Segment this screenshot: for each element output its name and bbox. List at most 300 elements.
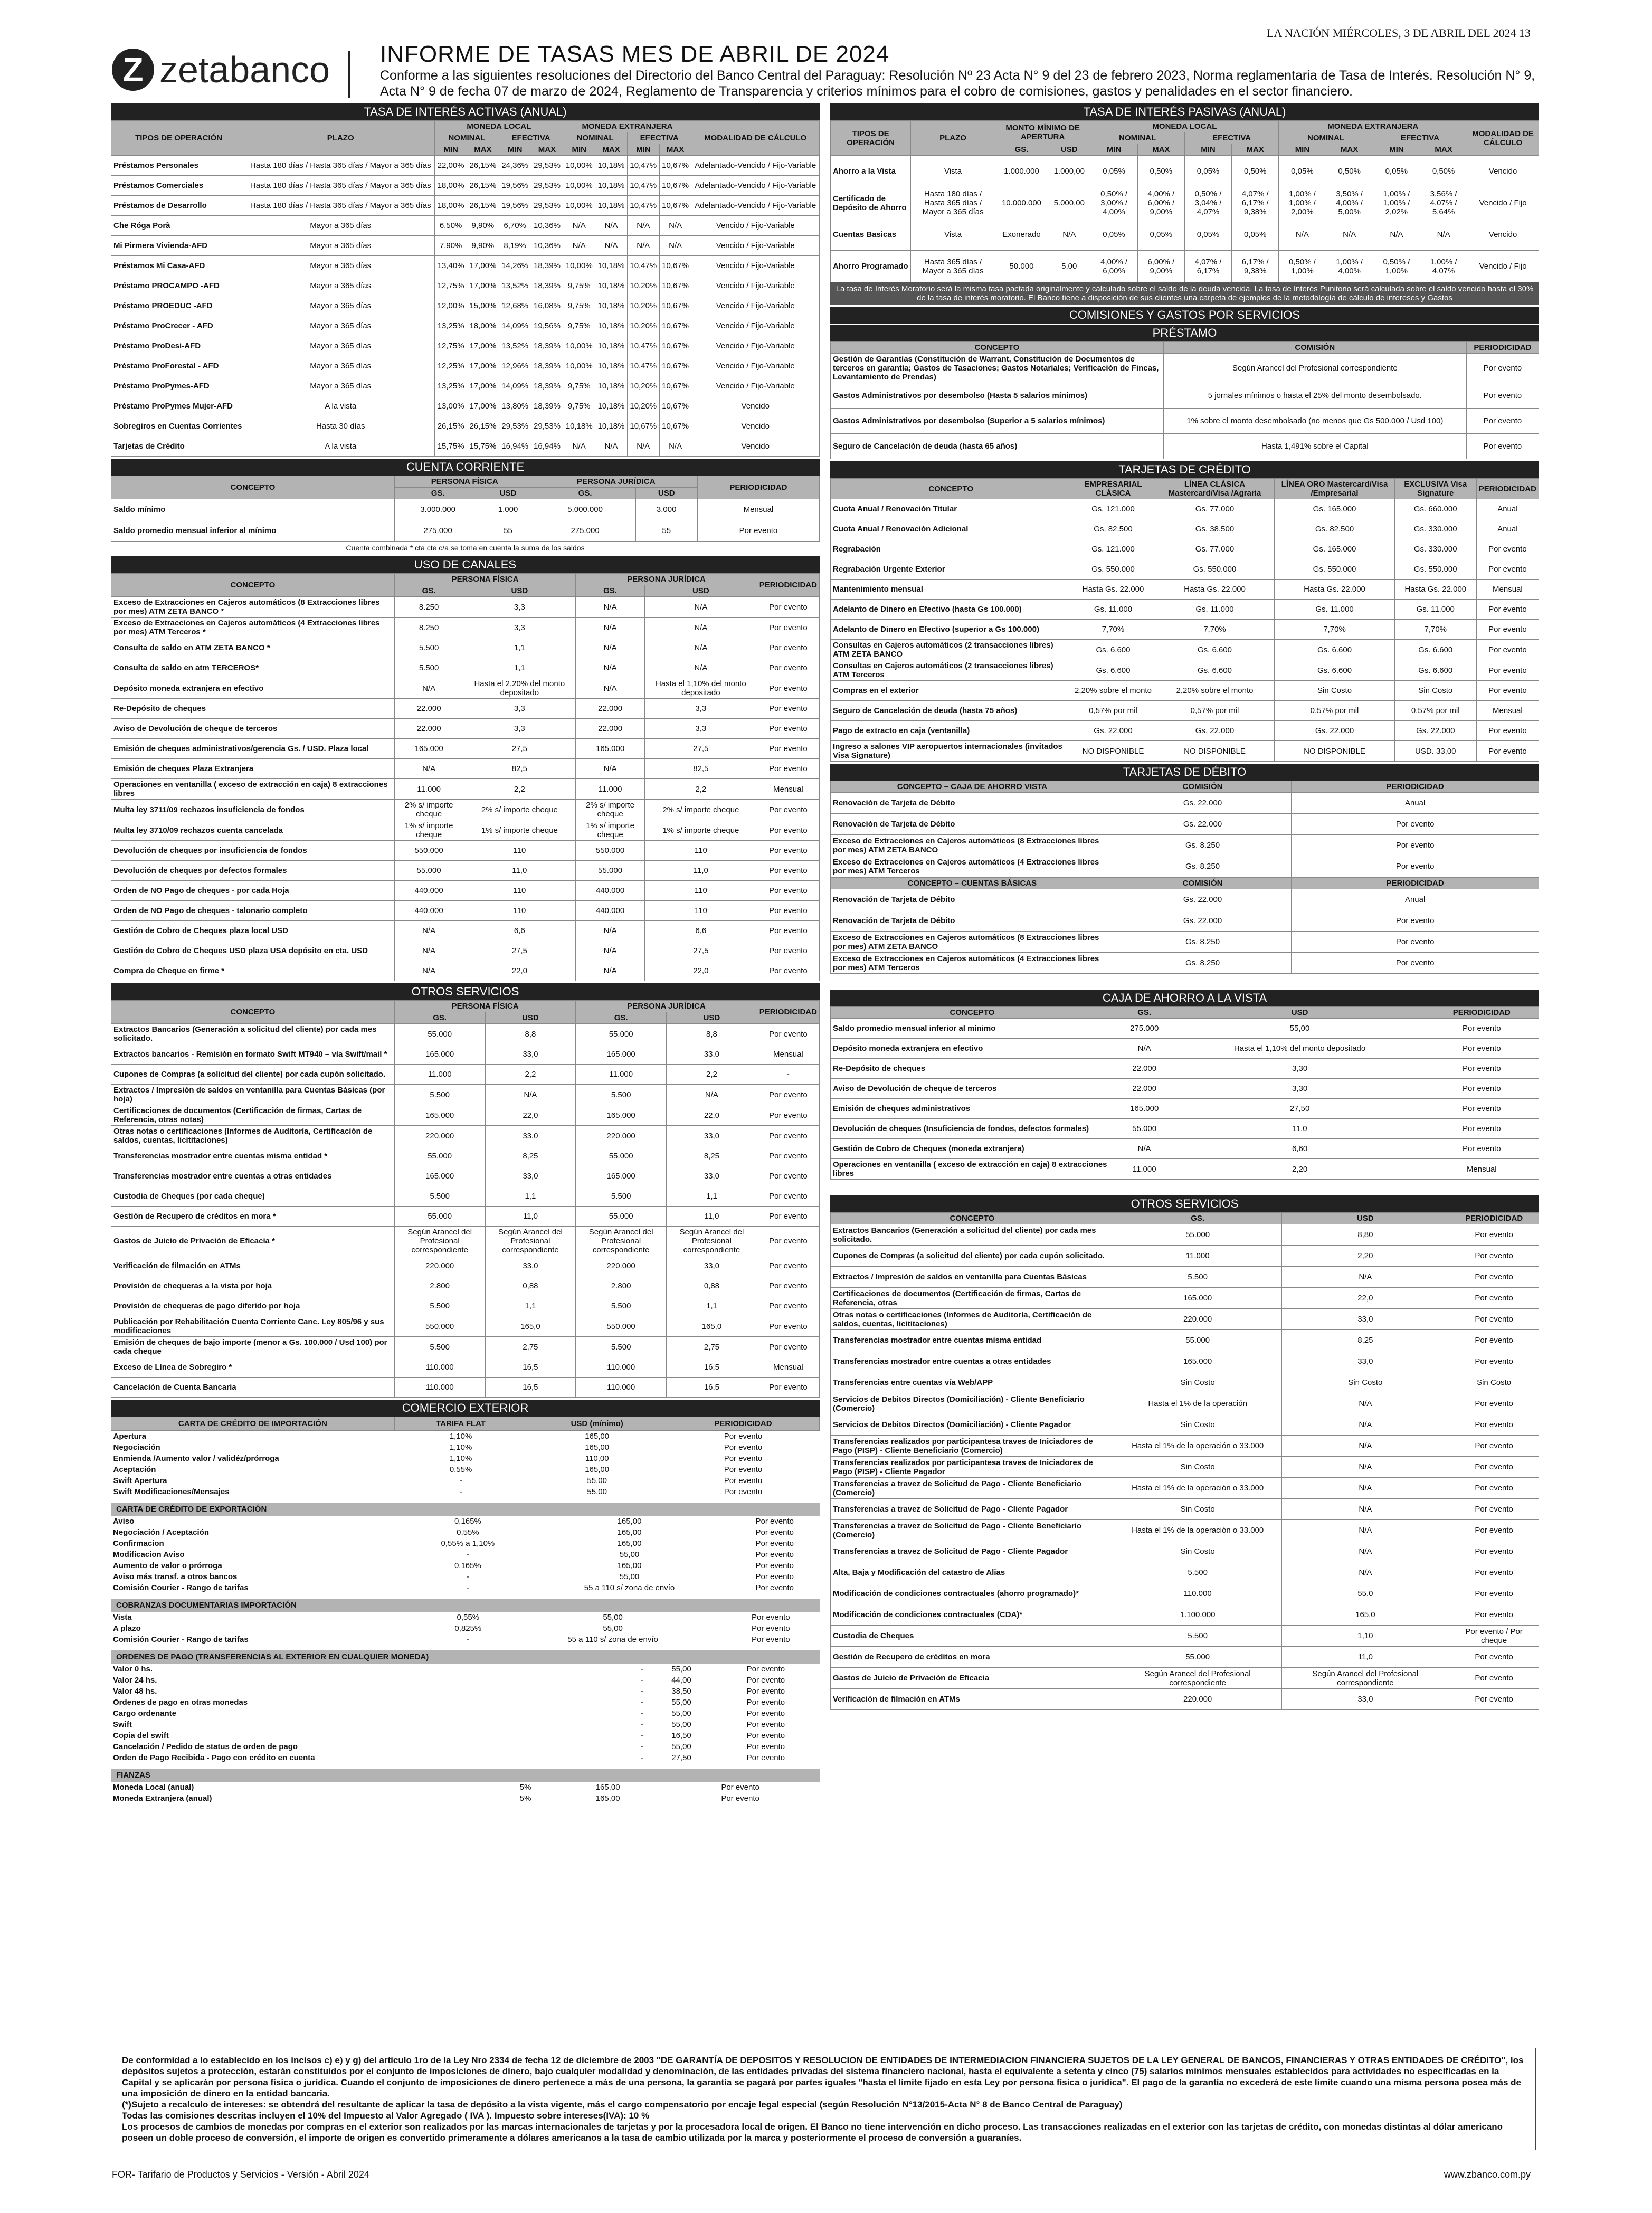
table-cell: 19,56% — [531, 316, 563, 336]
table-cell: Por evento — [1449, 1288, 1539, 1309]
table-cell: A la vista — [246, 396, 435, 416]
table-cell: Mensual — [757, 779, 819, 800]
table-cell: 55,00 — [527, 1486, 667, 1497]
table-cell: Gs. 82.500 — [1275, 519, 1394, 539]
table-cell: - — [406, 1582, 529, 1593]
table-cell: 1,1 — [667, 1186, 757, 1207]
table-cell: N/A — [644, 618, 757, 638]
table-cell: 33,0 — [667, 1166, 757, 1186]
table-cell: Extractos bancarios - Remisión en formato Swift MT940 – vía Swift/mail * — [111, 1044, 395, 1065]
th: MONEDA LOCAL — [1090, 121, 1279, 132]
table-cell: Por evento — [757, 1378, 819, 1398]
table-cell: Mayor a 365 días — [246, 236, 435, 256]
table-cell: 165,00 — [529, 1516, 730, 1527]
table-cell: 10,18% — [595, 296, 628, 316]
website-link[interactable]: www.zbanco.com.py — [1444, 2169, 1531, 2180]
table-cell: 0,50% — [1326, 156, 1373, 187]
table-cell: 10,00% — [563, 336, 595, 356]
table-row — [111, 1207, 820, 1227]
table-cell: 55.000 — [1114, 1647, 1281, 1668]
table-cell: Valor 24 hs. — [111, 1675, 633, 1686]
table-cell: 165,00 — [555, 1782, 661, 1793]
table-cell: Anual — [1476, 499, 1539, 519]
th: PERSONA JURÍDICA — [576, 1001, 757, 1012]
table-cell: Por evento — [722, 1623, 820, 1634]
table-cell: N/A — [1279, 219, 1326, 251]
table-cell: 10,20% — [627, 296, 659, 316]
table-cell: 55,00 — [651, 1697, 711, 1708]
table-cell: Por evento — [757, 719, 819, 739]
table-cell: 8,25 — [667, 1146, 757, 1166]
table-cell: 22,0 — [644, 961, 757, 981]
table-cell: Mayor a 365 días — [246, 256, 435, 276]
table-cell: Servicios de Debitos Directos (Domiciliación) - Cliente Pagador — [831, 1414, 1114, 1436]
table-row — [111, 881, 820, 901]
table-cell: NO DISPONIBLE — [1071, 741, 1155, 762]
table-cell: Vencido / Fijo-Variable — [691, 356, 820, 376]
table-cell: Por evento — [1425, 1119, 1539, 1139]
table-cell: Seguro de Cancelación de deuda (hasta 65 años) — [831, 434, 1164, 459]
table-cell: Extractos / Impresión de saldos en ventanilla para Cuentas Básicas — [831, 1267, 1114, 1288]
table-row — [831, 889, 1539, 910]
table-cell: 0,05% — [1184, 156, 1231, 187]
table-cell: A la vista — [246, 436, 435, 457]
table-cell: Por evento — [757, 658, 819, 678]
table-row — [831, 1019, 1539, 1039]
table-cell: 55.000 — [394, 861, 463, 881]
table-cell: Mensual — [757, 1357, 819, 1378]
table-cell: Por evento — [757, 1276, 819, 1296]
table-cell: Por evento — [1476, 721, 1539, 741]
table-cell: Gestión de Cobro de Cheques plaza local USD — [111, 921, 395, 941]
table-cell: 10,47% — [627, 156, 659, 176]
table-cell: Saldo promedio mensual inferior al mínimo — [111, 520, 395, 542]
table-row — [111, 1085, 820, 1105]
table-cell: 1,10% — [394, 1431, 527, 1442]
table-cell: 220.000 — [394, 1256, 485, 1276]
table-cell: 220.000 — [576, 1126, 667, 1146]
table-cell: Por evento — [712, 1675, 820, 1686]
table-cell: Swift Apertura — [111, 1475, 395, 1486]
table-cell: N/A — [667, 1085, 757, 1105]
table-row — [831, 434, 1539, 459]
table-cell: 5.500 — [1114, 1626, 1281, 1647]
table-cell: Por evento — [1476, 620, 1539, 640]
table-cell: N/A — [1281, 1541, 1449, 1562]
table-row — [831, 383, 1539, 409]
table-cell: Por evento — [757, 881, 819, 901]
table-cell: Regrabación — [831, 539, 1071, 559]
table-cell: 0,05% — [1373, 156, 1420, 187]
table-cell: 2.800 — [394, 1276, 485, 1296]
table-cell: Aviso de Devolución de cheque de terceros — [111, 719, 395, 739]
table-row — [111, 216, 820, 236]
table-cell: Renovación de Tarjeta de Débito — [831, 910, 1114, 932]
table-cell: 27,5 — [463, 941, 576, 961]
table-cell: NO DISPONIBLE — [1155, 741, 1275, 762]
table-cell: Devolución de cheques (Insuficiencia de fondos, defectos formales) — [831, 1119, 1114, 1139]
table-cell: 2,20% sobre el monto — [1071, 681, 1155, 701]
table-cell: Por evento — [1449, 1583, 1539, 1604]
table-cell: 33,0 — [667, 1044, 757, 1065]
table-cell: - — [633, 1675, 651, 1686]
table-row — [111, 739, 820, 759]
table-cell: 550.000 — [394, 1316, 485, 1337]
table-cell: 2,75 — [667, 1337, 757, 1357]
table-cell: Publicación por Rehabilitación Cuenta Corriente Canc. Ley 805/96 y sus modificaciones — [111, 1316, 395, 1337]
table-cell: Por evento — [757, 618, 819, 638]
table-cell: 2.800 — [576, 1276, 667, 1296]
th: USD — [1048, 144, 1090, 156]
table-cell: 9,75% — [563, 296, 595, 316]
table-cell: 0,50% — [1232, 156, 1279, 187]
canales-title: USO DE CANALES — [111, 556, 820, 573]
table-cell: 220.000 — [576, 1256, 667, 1276]
table-cell: 55,00 — [651, 1664, 711, 1675]
th: MIN — [1279, 144, 1326, 156]
table-cell: 165.000 — [394, 1166, 485, 1186]
table-cell: 110 — [463, 841, 576, 861]
table-cell: Gestión de Cobro de Cheques USD plaza USA depósito en cta. USD — [111, 941, 395, 961]
table-cell: Transferencias mostrador entre cuentas a otras entidades — [111, 1166, 395, 1186]
table-cell: Préstamos Personales — [111, 156, 246, 176]
th: MIN — [1090, 144, 1137, 156]
table-cell: Préstamos Comerciales — [111, 176, 246, 196]
table-cell: Hasta el 2,20% del monto depositado — [463, 678, 576, 699]
table-cell: 0,50% / 3,00% / 4,00% — [1090, 187, 1137, 219]
prestamo-subtitle: PRÉSTAMO — [830, 325, 1539, 341]
table-cell: Anual — [1476, 519, 1539, 539]
comercio-export-table — [111, 1516, 820, 1593]
table-cell: 110.000 — [394, 1357, 485, 1378]
table-cell: 55.000 — [394, 1024, 485, 1044]
table-cell: 0,05% — [1184, 219, 1231, 251]
table-row — [831, 1604, 1539, 1626]
table-cell: 165,00 — [555, 1793, 661, 1804]
table-cell: 14,09% — [499, 376, 531, 396]
th: MIN — [563, 144, 595, 156]
table-cell: 220.000 — [394, 1126, 485, 1146]
table-row — [111, 1227, 820, 1256]
table-cell: 17,00% — [467, 356, 499, 376]
table-cell: Gs. 22.000 — [1394, 721, 1476, 741]
table-row — [831, 1139, 1539, 1159]
table-cell: Custodia de Cheques — [831, 1626, 1114, 1647]
table-cell: Devolución de cheques por defectos formales — [111, 861, 395, 881]
table-cell: - — [406, 1571, 529, 1582]
table-cell: Gs. 660.000 — [1394, 499, 1476, 519]
table-cell: 10,00% — [563, 356, 595, 376]
table-cell: Por evento — [757, 1227, 819, 1256]
table-cell: Gs. 11.000 — [1275, 600, 1394, 620]
th: MIN — [1184, 144, 1231, 156]
table-cell: Orden de NO Pago de cheques - talonario completo — [111, 901, 395, 921]
table-cell: 11.000 — [576, 1065, 667, 1085]
table-row — [831, 953, 1539, 974]
table-cell: 55,00 — [504, 1612, 722, 1623]
table-cell: 17,00% — [467, 376, 499, 396]
table-cell: Mayor a 365 días — [246, 356, 435, 376]
table-row — [831, 1668, 1539, 1689]
table-row — [831, 519, 1539, 539]
th: EXCLUSIVA Visa Signature — [1394, 479, 1476, 499]
table-cell: 1,10% — [394, 1453, 527, 1464]
table-cell: Según Arancel del Profesional correspondiente — [1163, 354, 1466, 383]
table-row — [111, 1741, 820, 1752]
table-cell: 165.000 — [1114, 1099, 1175, 1119]
table-cell: Vencido / Fijo-Variable — [691, 216, 820, 236]
table-cell: Por evento — [757, 1105, 819, 1126]
table-cell: 10,67% — [659, 376, 691, 396]
table-cell: 165.000 — [394, 1044, 485, 1065]
th: TIPOS DE OPERACIÓN — [111, 121, 246, 156]
table-cell: N/A — [576, 941, 645, 961]
table-cell: Por evento — [757, 1337, 819, 1357]
table-cell: 18,00% — [435, 196, 467, 216]
th: CONCEPTO – CUENTAS BÁSICAS — [831, 878, 1114, 889]
table-row — [831, 1583, 1539, 1604]
table-cell: Enmienda /Aumento valor / validéz/prórroga — [111, 1453, 395, 1464]
table-cell: 11,0 — [463, 861, 576, 881]
table-cell: 12,75% — [435, 276, 467, 296]
table-cell: Swift Modificaciones/Mensajes — [111, 1486, 395, 1497]
table-cell: N/A — [394, 759, 463, 779]
table-cell: 22,0 — [485, 1105, 576, 1126]
table-cell: 10,67% — [659, 276, 691, 296]
th: USD (mínimo) — [527, 1417, 667, 1431]
table-cell: Mantenimiento mensual — [831, 580, 1071, 600]
table-cell: 10,18% — [595, 396, 628, 416]
table-cell: Según Arancel del Profesional correspondiente — [1114, 1668, 1281, 1689]
table-cell: Gastos de Juicio de Privación de Eficacia * — [111, 1227, 395, 1256]
table-cell: Por evento — [757, 1256, 819, 1276]
th: MAX — [467, 144, 499, 156]
table-cell: 165.000 — [394, 739, 463, 759]
table-row — [111, 1186, 820, 1207]
table-cell: N/A — [644, 658, 757, 678]
table-cell: 1,10% — [394, 1442, 527, 1453]
table-cell: Adelanto de Dinero en Efectivo (superior a Gs 100.000) — [831, 620, 1071, 640]
th: PERIODICIDAD — [1292, 878, 1539, 889]
table-cell: 16,5 — [485, 1357, 576, 1378]
table-cell: Mayor a 365 días — [246, 276, 435, 296]
table-cell: 0,50% — [1420, 156, 1467, 187]
th: COMISIÓN — [1114, 781, 1291, 793]
table-row — [831, 156, 1539, 187]
table-cell: Gs. 6.600 — [1155, 640, 1275, 660]
table-cell: Por evento — [1292, 953, 1539, 974]
table-cell: Préstamos Mi Casa-AFD — [111, 256, 246, 276]
th: MODALIDAD DE CÁLCULO — [1467, 121, 1539, 156]
table-cell: Moneda Extranjera (anual) — [111, 1793, 496, 1804]
table-cell: 1.000 — [481, 499, 535, 520]
table-cell: 10,18% — [595, 196, 628, 216]
table-cell: Gestión de Cobro de Cheques (moneda extranjera) — [831, 1139, 1114, 1159]
table-cell: N/A — [576, 658, 645, 678]
table-cell: 10,67% — [659, 256, 691, 276]
cuenta-note: Cuenta combinada * cta cte c/a se toma en cuenta la suma de los saldos — [346, 544, 585, 552]
table-cell: Gs. 22.000 — [1155, 721, 1275, 741]
table-row — [831, 1246, 1539, 1267]
table-cell: N/A — [644, 597, 757, 618]
table-cell: 165,0 — [1281, 1604, 1449, 1626]
table-cell: Aceptación — [111, 1464, 395, 1475]
table-cell: 10,18% — [595, 256, 628, 276]
table-row — [111, 356, 820, 376]
table-cell: Según Arancel del Profesional correspondiente — [576, 1227, 667, 1256]
table-row — [111, 941, 820, 961]
th: PERSONA JURÍDICA — [576, 574, 757, 585]
table-cell: 33,0 — [485, 1166, 576, 1186]
table-cell: Por evento — [730, 1516, 820, 1527]
table-cell: 1.000,00 — [1048, 156, 1090, 187]
table-cell: 16,50 — [651, 1730, 711, 1741]
table-cell: Por evento — [757, 1146, 819, 1166]
table-cell: Mi Pirmera Vivienda-AFD — [111, 236, 246, 256]
table-cell: N/A — [576, 618, 645, 638]
table-row — [111, 1697, 820, 1708]
table-cell: Vencido — [691, 396, 820, 416]
table-cell: 220.000 — [1114, 1309, 1281, 1330]
table-cell: 22,0 — [667, 1105, 757, 1126]
table-cell: Transferencias a travez de Solicitud de Pago - Cliente Beneficiario (Comercio) — [831, 1520, 1114, 1541]
table-cell: 550.000 — [576, 841, 645, 861]
table-cell: Certificaciones de documentos (Certificación de firmas, Cartas de Referencia, otras notas) — [111, 1105, 395, 1126]
export-title: CARTA DE CRÉDITO DE EXPORTACIÓN — [111, 1503, 820, 1516]
table-cell: - — [633, 1730, 651, 1741]
table-row — [111, 597, 820, 618]
table-cell: 18,39% — [531, 356, 563, 376]
th: GS. — [535, 488, 635, 499]
table-cell: 82,5 — [463, 759, 576, 779]
table-cell: Hasta 180 días / Hasta 365 días / Mayor a 365 días — [246, 176, 435, 196]
table-cell: Extractos / Impresión de saldos en ventanilla para Cuentas Básicas (por hoja) — [111, 1085, 395, 1105]
table-cell: Por evento — [1292, 856, 1539, 877]
table-cell: 110.000 — [576, 1378, 667, 1398]
table-cell: 10,00% — [563, 156, 595, 176]
th: MIN — [627, 144, 659, 156]
table-cell: N/A — [595, 216, 628, 236]
table-cell: Emisión de cheques administrativos — [831, 1099, 1114, 1119]
table-cell: 2,20 — [1175, 1159, 1425, 1180]
table-cell: 3,3 — [463, 618, 576, 638]
table-cell: Transferencias realizados por participantesa traves de Iniciadores de Pago (PISP) - Cliente Beneficiario (Comercio) — [831, 1436, 1114, 1457]
table-cell: Por evento — [757, 1085, 819, 1105]
table-cell: 13,52% — [499, 336, 531, 356]
table-cell: Gs. 6.600 — [1275, 640, 1394, 660]
table-cell: 5.500 — [576, 1085, 667, 1105]
table-cell: Orden de NO Pago de cheques - por cada Hoja — [111, 881, 395, 901]
table-row — [111, 520, 820, 542]
table-row — [111, 396, 820, 416]
table-cell: Exonerado — [995, 219, 1048, 251]
logo-text: zetabanco — [159, 49, 330, 90]
table-cell: Vencido / Fijo-Variable — [691, 336, 820, 356]
table-cell: 5.500 — [576, 1296, 667, 1316]
table-cell: 165.000 — [394, 1105, 485, 1126]
table-cell: 16,5 — [667, 1357, 757, 1378]
table-cell: Por evento — [1449, 1541, 1539, 1562]
table-row — [831, 1330, 1539, 1351]
table-cell: Custodia de Cheques (por cada cheque) — [111, 1186, 395, 1207]
table-cell: N/A — [627, 436, 659, 457]
table-cell: 110,00 — [527, 1453, 667, 1464]
table-cell: 11,0 — [667, 1207, 757, 1227]
table-cell: - — [633, 1708, 651, 1719]
table-cell: - — [633, 1664, 651, 1675]
th: MIN — [499, 144, 531, 156]
table-cell: 3,3 — [463, 699, 576, 719]
table-cell: 11.000 — [394, 1065, 485, 1085]
table-cell: Por evento — [757, 1126, 819, 1146]
table-cell: Según Arancel del Profesional correspondiente — [485, 1227, 576, 1256]
table-cell: 1,1 — [463, 658, 576, 678]
table-row — [831, 1393, 1539, 1414]
th: EMPRESARIAL CLÁSICA — [1071, 479, 1155, 499]
table-cell: 5% — [496, 1793, 555, 1804]
table-cell: 5.500 — [1114, 1562, 1281, 1583]
table-cell: Por evento — [1425, 1139, 1539, 1159]
table-cell: Vencido / Fijo-Variable — [691, 256, 820, 276]
table-cell: 15,00% — [467, 296, 499, 316]
table-cell: Valor 48 hs. — [111, 1686, 633, 1697]
table-cell: Mayor a 365 días — [246, 216, 435, 236]
legal-p3: Todas las comisiones descritas incluyen el 10% del Impuesto al Valor Agregado ( IVA ). Impuesto sobre intereses(IVA): 10 % — [122, 2111, 650, 2121]
table-cell: Che Róga Porã — [111, 216, 246, 236]
footer-left: FOR- Tarifario de Productos y Servicios - Versión - Abril 2024 — [112, 2169, 369, 2180]
table-cell: 27,50 — [1175, 1099, 1425, 1119]
table-cell: 55,00 — [529, 1571, 730, 1582]
table-cell: Exceso de Extracciones en Cajeros automáticos (4 Extracciones libres por mes) ATM Terceros — [831, 856, 1114, 877]
activas-table — [111, 120, 820, 457]
table-cell: Por evento — [1449, 1668, 1539, 1689]
table-cell: 55.000 — [576, 1207, 667, 1227]
table-row — [111, 638, 820, 658]
table-cell: 10,18% — [595, 336, 628, 356]
th: PERIODICIDAD — [1292, 781, 1539, 793]
table-cell: 3,3 — [463, 719, 576, 739]
table-cell: 10,67% — [627, 416, 659, 436]
table-cell: Pago de extracto en caja (ventanilla) — [831, 721, 1071, 741]
table-cell: 10,00% — [563, 176, 595, 196]
table-cell: Por evento — [1449, 1330, 1539, 1351]
table-cell: 18,39% — [531, 276, 563, 296]
table-cell: 29,53% — [531, 176, 563, 196]
table-cell: Hasta 365 días / Mayor a 365 días — [911, 251, 995, 282]
table-cell: N/A — [394, 921, 463, 941]
table-row — [831, 1351, 1539, 1372]
table-cell: 1,00% / 1,00% / 2,02% — [1373, 187, 1420, 219]
th: GS. — [394, 488, 481, 499]
table-cell: Por evento — [1476, 660, 1539, 681]
table-cell: Préstamo ProForestal - AFD — [111, 356, 246, 376]
table-cell: Aviso más transf. a otros bancos — [111, 1571, 406, 1582]
table-cell: Tarjetas de Crédito — [111, 436, 246, 457]
table-cell: 3,3 — [463, 597, 576, 618]
table-cell: Por evento — [1466, 354, 1539, 383]
table-cell: N/A — [1281, 1393, 1449, 1414]
table-cell: 5,00 — [1048, 251, 1090, 282]
table-cell: Cuota Anual / Renovación Titular — [831, 499, 1071, 519]
table-cell: Adelantado-Vencido / Fijo-Variable — [691, 176, 820, 196]
th: EFECTIVA — [627, 132, 691, 144]
table-cell: 29,53% — [531, 196, 563, 216]
table-cell: Por evento — [667, 1442, 819, 1453]
table-cell: 16,94% — [531, 436, 563, 457]
table-cell: 3,50% / 4,00% / 5,00% — [1326, 187, 1373, 219]
table-cell: 110.000 — [1114, 1583, 1281, 1604]
table-cell: N/A — [394, 961, 463, 981]
